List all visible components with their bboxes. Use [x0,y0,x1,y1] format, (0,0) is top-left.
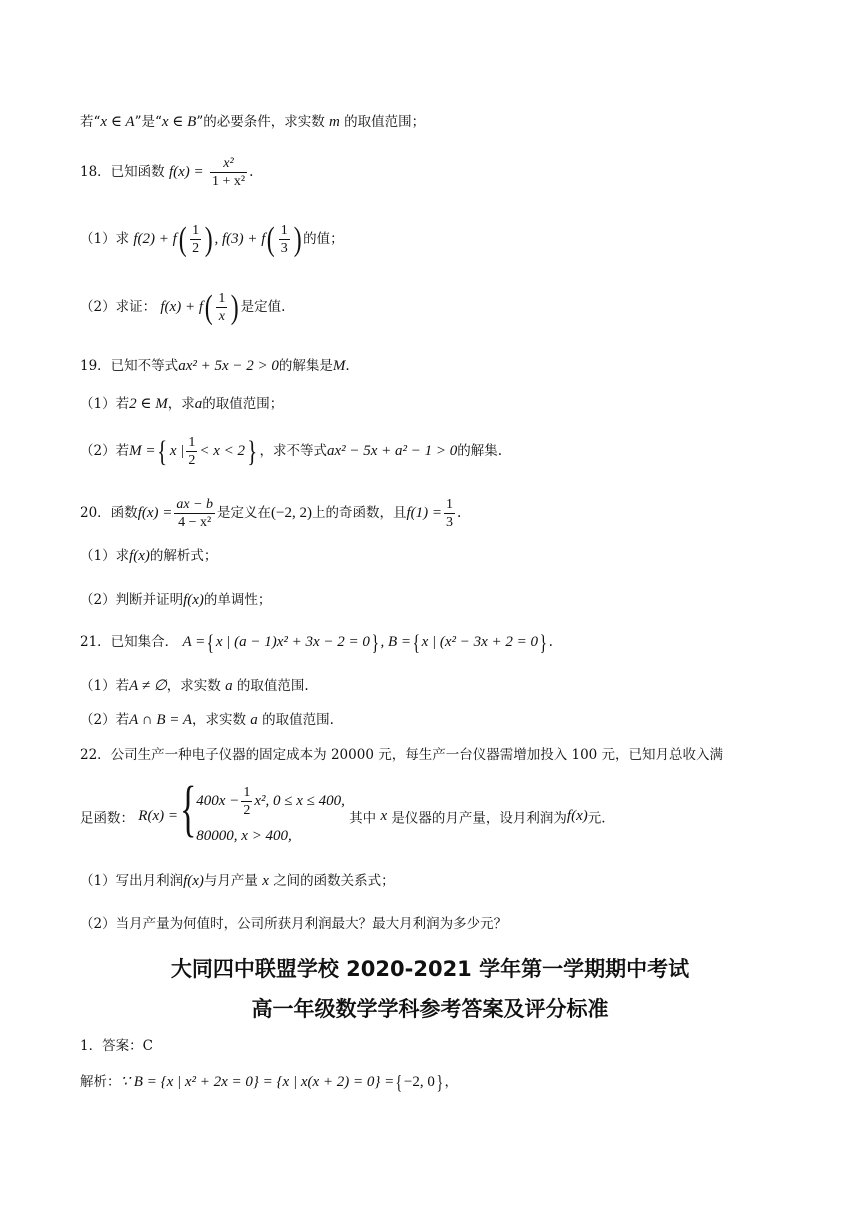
question-22-part-1 [80,871,395,891]
math: x | [169,443,185,459]
math: x [380,808,388,824]
math: x | (a − 1)x² + 3x − 2 = 0 [215,634,370,650]
math: f(x) = [168,164,204,180]
math: 2 ∈ M [129,396,168,412]
answer-1-solution: 解析：∵ B = {x | x² + 2x = 0} = {x | x(x + 2) = 0} ={−2, 0}， [80,1071,458,1094]
text: 是仪器的月产量，设月利润为 [391,810,567,827]
math: f(x) [183,873,204,889]
math: f(x) = [137,505,173,521]
fraction: $\frac{\text{x²}}{\text{1 + x²}}$ [211,156,246,189]
math: a [194,396,203,412]
question-number: 18．已知函数 [80,164,165,180]
text: 其中 [349,810,377,827]
text: 的取值范围； [202,396,284,412]
question-22 [80,745,723,765]
text: 的解集. [457,443,503,459]
math: a [225,678,233,694]
text: ，求不等式 [259,443,327,459]
piecewise: { 400x − $\frac{1}{2}$ x², 0 ≤ x ≤ 400, 80000, x > 400, [180,775,345,844]
text: （2）若 [80,712,130,728]
math: , B = [380,634,411,650]
math: < x < 2 [199,443,246,459]
text: （2）判断并证明 [80,592,184,608]
text: 的单调性； [203,592,272,608]
math: f(x) [129,548,150,564]
text: ，求实数 [192,712,246,728]
text: 1．答案：C [80,1038,153,1054]
fraction: $\frac{1}{2}$ [188,435,196,468]
question-20: 20．函数f(x) = $\frac{ax - b}{\text{4 − x²}}$ 是定义在(−2, 2)上的奇函数，且f(1) = $\frac{1}{3}$ . [80,497,462,530]
text: 与月产量 [203,873,258,889]
fraction: $\frac{1}{2}$ [192,223,200,256]
text: ”是“ [134,114,162,130]
question-20-part-1 [80,546,217,566]
question-number: 20．函数 [80,505,138,521]
question-20-part-2 [80,590,271,610]
math: A ∩ B = A [129,712,192,728]
text: （2）求证： [80,299,157,315]
text: （2）若 [80,443,130,459]
text: 的取值范围. [262,712,334,728]
text: 是定值. [240,299,286,315]
question-21: 21．已知集合． A ={ x | (a − 1)x² + 3x − 2 = 0} , B ={ x | (x² − 3x + 2 = 0} . [80,629,553,655]
question-19-part-2: （2）若M ={ x | $\frac{1}{2}$ < x < 2} ，求不等式ax² − 5x + a² − 1 > 0的解集. [80,434,503,468]
text: 解析： [80,1074,121,1090]
text: 是定义在 [217,505,272,521]
math: M = [129,443,156,459]
math: ∵ B = {x | x² + 2x = 0} = {x | x(x + 2) = 0} = [120,1074,395,1090]
text: 之间的函数关系式； [273,873,395,889]
text: ，求 [167,396,195,412]
text: ，求实数 [166,678,221,694]
math: A = [182,634,206,650]
math: R(x) = [138,808,178,824]
question-21-part-1 [80,676,309,696]
text: 的取值范围； [344,114,426,130]
question-18-part-1: （1）求 f(2) + f( $\frac{1}{2}$ ) , f(3) + f( $\frac{1}{3}$ ) 的值； [80,220,344,258]
text: （1）写出月利润 [80,873,184,889]
text: （1）求 [80,231,130,247]
question-18-part-2: （2）求证： f(x) + f( $\frac{1}{x}$ ) 是定值. [80,288,286,326]
math: M [332,358,346,374]
text: 若“ [80,114,101,130]
exam-title: 大同四中联盟学校 2020-2021 学年第一学期期中考试 [170,957,690,981]
math: A ≠ ∅ [129,678,167,694]
text: （1）若 [80,678,130,694]
question-22-function [80,775,606,849]
text: 元. [587,810,606,827]
question-text: 22．公司生产一种电子仪器的固定成本为 20000 元，每生产一台仪器需增加投入 100 元，已知月总收入满 [80,747,724,763]
math: f(2) + f [133,231,177,247]
text: 上的奇函数，且 [312,505,407,521]
math: a [250,712,258,728]
math: x ∈ B [161,114,197,130]
text: 的取值范围. [236,678,309,694]
question-19-part-1 [80,394,283,414]
fraction: $\frac{1}{x}$ [218,291,226,324]
math: −2, 0 [403,1074,435,1090]
math: m [329,114,340,130]
text: 足函数： [80,810,134,827]
answer-1 [80,1036,153,1056]
math: ax² + 5x − 2 > 0 [178,358,279,374]
text-line-17-tail [80,112,425,132]
fraction: $\frac{ax - b}{\text{4 − x²}}$ [176,497,214,530]
fraction: $\frac{1}{2}$ [243,785,251,818]
text: （1）求 [80,548,130,564]
text: 的值； [303,231,344,247]
text: ”的必要条件，求实数 [196,114,325,130]
question-18: 18．已知函数 f(x) = $\frac{\text{x²}}{\text{1 + x²}}$ . [80,156,254,189]
math: f(1) = [406,505,443,521]
question-number: 19．已知不等式 [80,358,179,374]
fraction: $\frac{1}{3}$ [280,223,288,256]
question-19: 19．已知不等式ax² + 5x − 2 > 0的解集是M. [80,358,350,374]
math: f(x) [566,808,588,824]
math: f(x) + f [160,299,203,315]
text: 的解析式； [149,548,218,564]
math: , f(3) + f [214,231,266,247]
math: f(x) [183,592,204,608]
question-number: 21．已知集合． [80,634,179,650]
math: x ∈ A [100,114,135,130]
math: (−2, 2) [271,505,312,521]
math: x [262,873,269,889]
text: （1）若 [80,396,130,412]
fraction: $\frac{1}{3}$ [446,497,454,530]
math: x | (x² − 3x + 2 = 0 [421,634,539,650]
text: （2）当月产量为何值时，公司所获月利润最大？最大月利润为多少元？ [80,916,508,932]
question-21-part-2 [80,710,334,730]
question-22-part-2 [80,914,507,934]
answer-key-title: 高一年级数学学科参考答案及评分标准 [251,997,609,1021]
text: 的解集是 [278,358,333,374]
math: ax² − 5x + a² − 1 > 0 [326,443,458,459]
